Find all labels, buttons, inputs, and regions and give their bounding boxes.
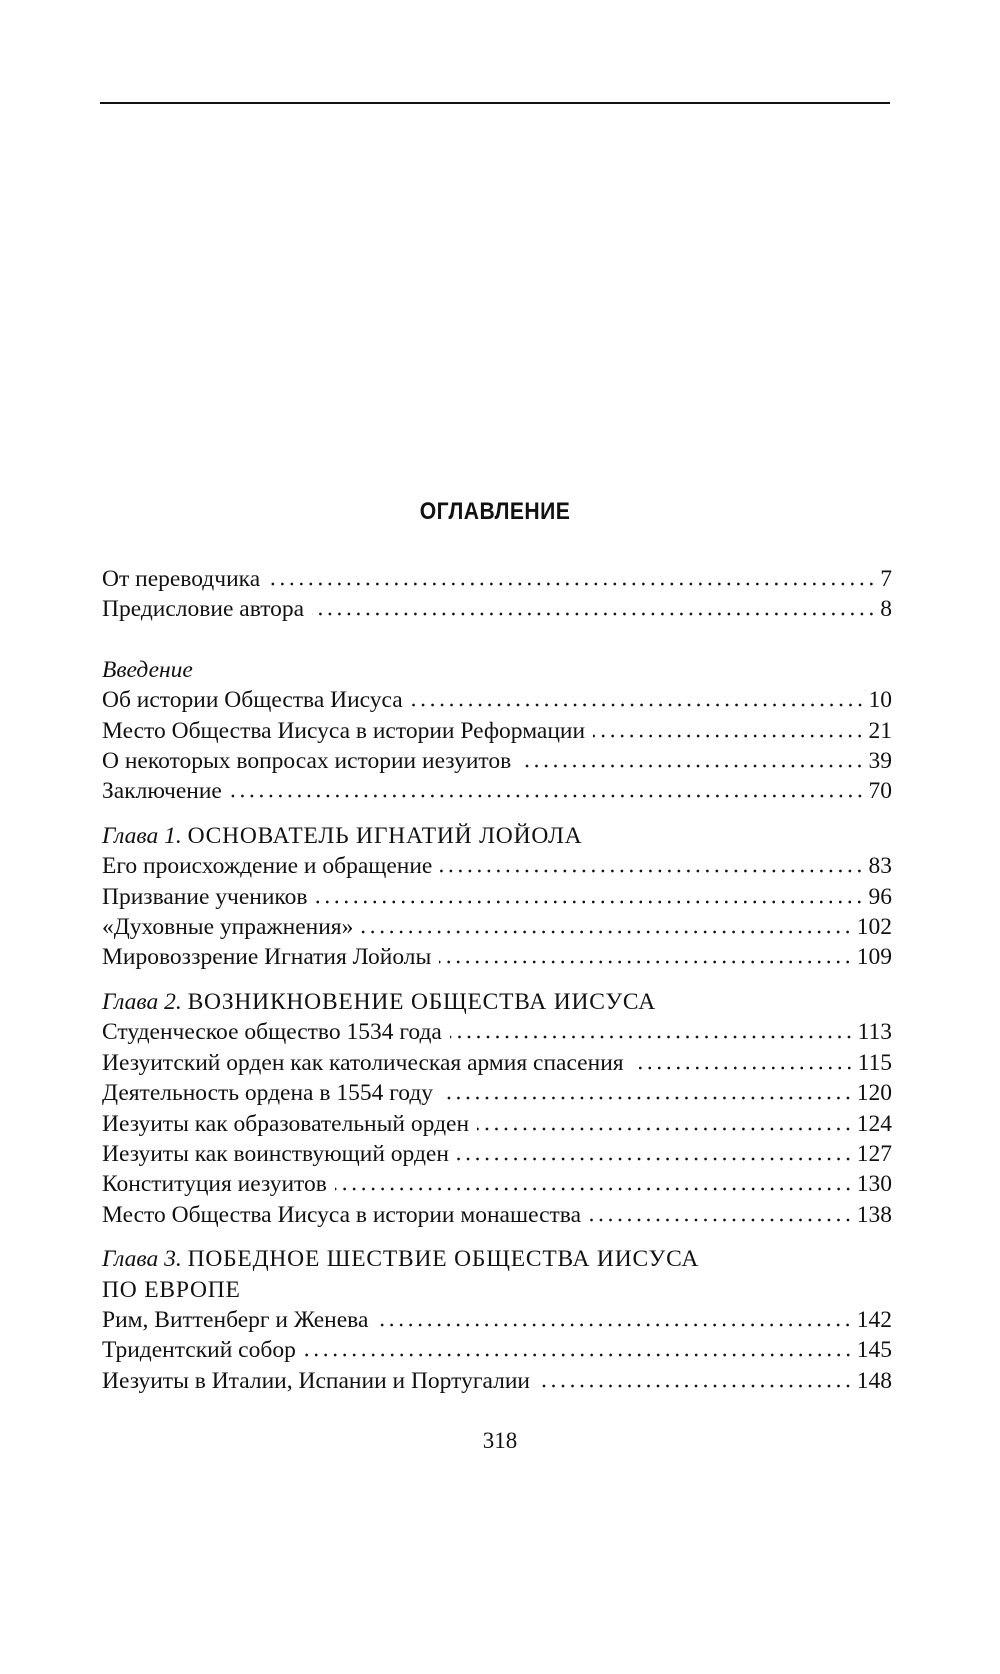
toc-entry [102, 1366, 892, 1396]
toc-entry-label: Его происхождение и обращение [102, 853, 433, 880]
toc-entry-label: Тридентский собор [102, 1337, 296, 1364]
toc-entry-label: Место Общества Иисуса в истории монашества [102, 1201, 582, 1228]
chapter-heading [102, 655, 892, 685]
toc-entry [102, 1169, 892, 1199]
dot-leader [519, 764, 864, 768]
dot-leader [411, 703, 865, 707]
toc-entry [102, 716, 892, 746]
chapter-title: ВОЗНИКНОВЕНИЕ ОБЩЕСТВА ИИСУСА [187, 988, 656, 1015]
toc-entry-page: 70 [868, 778, 892, 805]
toc-entry-page: 96 [868, 883, 892, 910]
toc-entry [102, 1048, 892, 1078]
toc-entry-page: 102 [856, 914, 892, 941]
toc-entry-page: 113 [857, 1019, 892, 1046]
chapter-heading [102, 987, 892, 1017]
chapter-prefix: Введение [102, 656, 193, 683]
toc-entry-label: Иезуиты как воинствующий орден [102, 1140, 449, 1167]
toc-entry [102, 1017, 892, 1047]
toc-entry-page: 127 [856, 1140, 892, 1167]
toc-entry-label: Конституция иезуитов [102, 1171, 327, 1198]
chapter-prefix: Глава 1. [102, 822, 182, 849]
chapter-title: ПОБЕДНОЕ ШЕСТВИЕ ОБЩЕСТВА ИИСУСА [187, 1246, 700, 1273]
dot-leader [440, 869, 864, 873]
toc-entry-label: Об истории Общества Иисуса [102, 687, 403, 714]
chapter-title-continued: ПО ЕВРОПЕ [102, 1276, 241, 1303]
dot-leader [589, 1218, 853, 1222]
dot-leader [230, 794, 865, 798]
page-number: 318 [482, 1428, 518, 1453]
toc-entry [102, 882, 892, 912]
toc-entry [102, 1200, 892, 1230]
toc-entry [102, 594, 892, 624]
dot-leader [441, 1096, 853, 1100]
toc-entry-page: 7 [880, 566, 892, 592]
toc-entry-label: Мировоззрение Игнатия Лойолы [102, 944, 432, 971]
toc-entry [102, 776, 892, 806]
toc-entry-page: 21 [868, 717, 892, 744]
toc-entry-page: 8 [880, 596, 892, 623]
toc-entry-label: Призвание учеников [102, 883, 308, 910]
chapter-title: ОСНОВАТЕЛЬ ИГНАТИЙ ЛОЙОЛА [187, 822, 583, 849]
toc-entry-label: О некоторых вопросах истории иезуитов [102, 748, 512, 775]
toc-entry-page: 10 [868, 687, 892, 714]
toc-entry [102, 746, 892, 776]
dot-leader [315, 900, 864, 904]
toc-entry-label: Иезуиты в Италии, Испании и Португалии [102, 1367, 530, 1394]
toc-entry-page: 138 [856, 1201, 892, 1228]
chapter-prefix: Глава 2. [102, 988, 182, 1015]
toc-entry [102, 851, 892, 881]
toc-entry-label: Иезуиты как образовательный орден [102, 1110, 470, 1137]
dot-leader [450, 1035, 854, 1039]
dot-leader [304, 1353, 853, 1357]
toc-entry [102, 912, 892, 942]
toc-entry-page: 130 [856, 1171, 892, 1198]
toc-entry-label: Заключение [102, 778, 222, 805]
dot-leader [361, 930, 852, 934]
toc-entry [102, 1139, 892, 1169]
toc-entry-page: 142 [856, 1306, 892, 1333]
dot-leader [593, 734, 864, 738]
toc-entry-label: Предисловие автора [102, 596, 305, 623]
dot-leader [439, 960, 852, 964]
table-of-contents [102, 564, 892, 1396]
toc-entry-page: 124 [856, 1110, 892, 1137]
toc-entry-label: «Духовные упражнения» [102, 914, 354, 941]
dot-leader [538, 1384, 853, 1388]
toc-entry-page: 109 [856, 944, 892, 971]
toc-entry [102, 564, 892, 594]
header-rule [100, 102, 890, 104]
dot-leader [632, 1066, 854, 1070]
toc-entry [102, 1109, 892, 1139]
toc-entry-page: 145 [856, 1337, 892, 1364]
toc-entry-label: Рим, Виттенберг и Женева [102, 1306, 369, 1333]
toc-entry-label: Студенческое общество 1534 года [102, 1019, 442, 1046]
toc-entry-label: От переводчика [102, 566, 261, 592]
chapter-prefix: Глава 3. [102, 1246, 182, 1273]
dot-leader [376, 1323, 852, 1327]
chapter-heading [102, 821, 892, 851]
dot-leader [477, 1127, 853, 1131]
toc-entry-label: Иезуитский орден как католическая армия спасения [102, 1049, 624, 1076]
toc-entry-page: 115 [857, 1049, 892, 1076]
dot-leader [268, 582, 876, 586]
toc-entry [102, 1078, 892, 1108]
toc-entry-page: 39 [868, 748, 892, 775]
page-title: ОГЛАВЛЕНИЕ [419, 498, 571, 525]
toc-entry [102, 1305, 892, 1335]
toc-entry-page: 120 [856, 1080, 892, 1107]
dot-leader [457, 1157, 853, 1161]
dot-leader [312, 612, 876, 616]
toc-entry [102, 1335, 892, 1365]
toc-entry-page: 83 [868, 853, 892, 880]
dot-leader [335, 1187, 853, 1191]
chapter-heading [102, 1244, 892, 1274]
toc-entry-label: Деятельность ордена в 1554 году [102, 1080, 434, 1107]
toc-entry [102, 942, 892, 972]
toc-entry-label: Место Общества Иисуса в истории Реформации [102, 717, 586, 744]
toc-entry [102, 685, 892, 715]
toc-entry-page: 148 [856, 1367, 892, 1394]
